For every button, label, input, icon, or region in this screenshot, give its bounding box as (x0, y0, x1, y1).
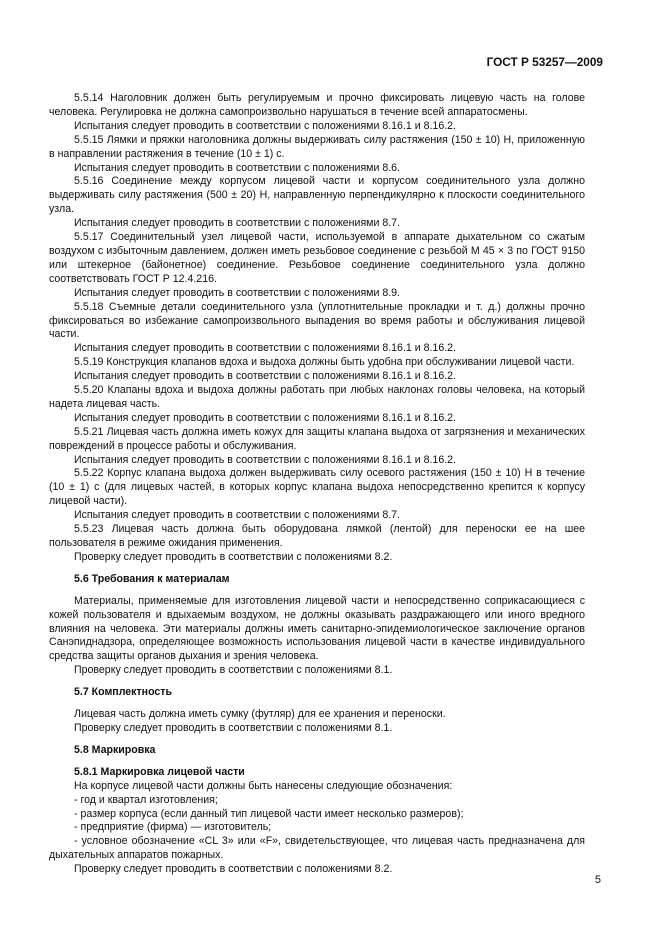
paragraph: Испытания следует проводить в соответствии с положениями 8.7. (74, 509, 400, 522)
list-item: - год и квартал изготовления; (74, 793, 218, 806)
list-item: - размер корпуса (если данный тип лицевой части имеет несколько размеров); (74, 807, 464, 820)
paragraph: Проверку следует проводить в соответствии с положениями 8.2. (74, 550, 393, 563)
paragraph: 5.5.22 Корпус клапана выдоха должен выдерживать силу осевого растяжения (150 ± 10) Н в течение (10 ± 1) с (для лицевых частей, в которых корпус клапана выдоха непосредственно крепится к корпусу лицевой части). (49, 467, 585, 508)
paragraph: Испытания следует проводить в соответствии с положениями 8.6. (74, 161, 400, 174)
paragraph: 5.5.19 Конструкция клапанов вдоха и выдоха должны быть удобна при обслуживании лицевой части. (74, 356, 575, 369)
section-heading-materials: 5.6 Требования к материалам (74, 572, 230, 585)
paragraph: 5.5.18 Съемные детали соединительного узла (уплотнительные прокладки и т. д.) должны прочно фиксироваться во избежание самопроизвольного выпадения во время работы и обслуживания лицевой части. (49, 300, 585, 341)
paragraph: 5.5.21 Лицевая часть должна иметь кожух для защиты клапана выдоха от загрязнения и механических повреждений в процессе работы и обслуживания. (49, 425, 585, 452)
paragraph: 5.5.17 Соединительный узел лицевой части, используемой в аппарате дыхательном со сжатым воздухом с избыточным давлением, должен иметь резьбовое соединение с резьбой М 45 × 3 по ГОСТ 9150 или штекерное (байонетное) соединение. Резьбовое соединение соединительного узла должно соответствовать ГОСТ Р 12.4.216. (49, 231, 585, 285)
standard-designation: ГОСТ Р 53257—2009 (486, 55, 603, 69)
paragraph: 5.5.15 Лямки и пряжки наголовника должны выдерживать силу растяжения (150 ± 10) Н, приложенную в направлении растяжения в течение (10 ± 1) с. (49, 133, 585, 160)
section-heading-marking: 5.8 Маркировка (74, 743, 156, 756)
paragraph: Испытания следует проводить в соответствии с положениями 8.16.1 и 8.16.2. (74, 119, 456, 132)
paragraph: Проверку следует проводить в соответствии с положениями 8.1. (74, 664, 393, 677)
paragraph: Испытания следует проводить в соответствии с положениями 8.16.1 и 8.16.2. (74, 342, 456, 355)
paragraph: Материалы, применяемые для изготовления лицевой части и непосредственно соприкасающиеся с кожей пользователя и вдыхаемым воздухом, не должны оказывать раздражающего или иного вредного влияния на человека. Эти материалы должны иметь санитарно-эпидемиологическое заключение органов Санэпиднадзора, определяющее возможность использования лицевой части в качестве индивидуального средства защиты органов дыхания и зрения человека. (49, 594, 585, 663)
section-heading-completeness: 5.7 Комплектность (74, 686, 172, 699)
paragraph: 5.5.20 Клапаны вдоха и выдоха должны работать при любых наклонах головы человека, на который надета лицевая часть. (49, 384, 585, 410)
paragraph: Проверку следует проводить в соответствии с положениями 8.1. (74, 721, 393, 734)
paragraph: Испытания следует проводить в соответствии с положениями 8.16.1 и 8.16.2. (74, 411, 456, 424)
page-number: 5 (594, 874, 601, 886)
paragraph: 5.5.14 Наголовник должен быть регулируемым и прочно фиксировать лицевую часть на голове человека. Регулировка не должна самопроизвольно нарушаться в течение всей аппаратосмены. (49, 92, 585, 118)
paragraph: 5.5.16 Соединение между корпусом лицевой части и корпусом соединительного узла должно выдерживать силу растяжения (500 ± 20) Н, направленную перпендикулярно к плоскости соединительного узла. (49, 175, 585, 216)
paragraph: Испытания следует проводить в соответствии с положениями 8.16.1 и 8.16.2. (74, 370, 456, 383)
list-item: - условное обозначение «CL 3» или «F», свидетельствующее, что лицевая часть предназначена для дыхательных аппаратов пожарных. (49, 835, 585, 862)
paragraph: Испытания следует проводить в соответствии с положениями 8.16.1 и 8.16.2. (74, 453, 456, 466)
subsection-heading-marking: 5.8.1 Маркировка лицевой части (74, 765, 245, 778)
paragraph: Испытания следует проводить в соответствии с положениями 8.9. (74, 286, 400, 299)
paragraph: На корпусе лицевой части должны быть нанесены следующие обозначения: (74, 779, 453, 792)
paragraph: Испытания следует проводить в соответствии с положениями 8.7. (74, 217, 400, 230)
paragraph: Проверку следует проводить в соответствии с положениями 8.2. (74, 863, 393, 876)
paragraph: 5.5.23 Лицевая часть должна быть оборудована лямкой (лентой) для переноски ее на шее пользователя в режиме ожидания применения. (49, 523, 585, 549)
page-body (49, 92, 585, 877)
list-item: - предприятие (фирма) — изготовитель; (74, 821, 272, 834)
paragraph: Лицевая часть должна иметь сумку (футляр) для ее хранения и переноски. (74, 708, 446, 721)
